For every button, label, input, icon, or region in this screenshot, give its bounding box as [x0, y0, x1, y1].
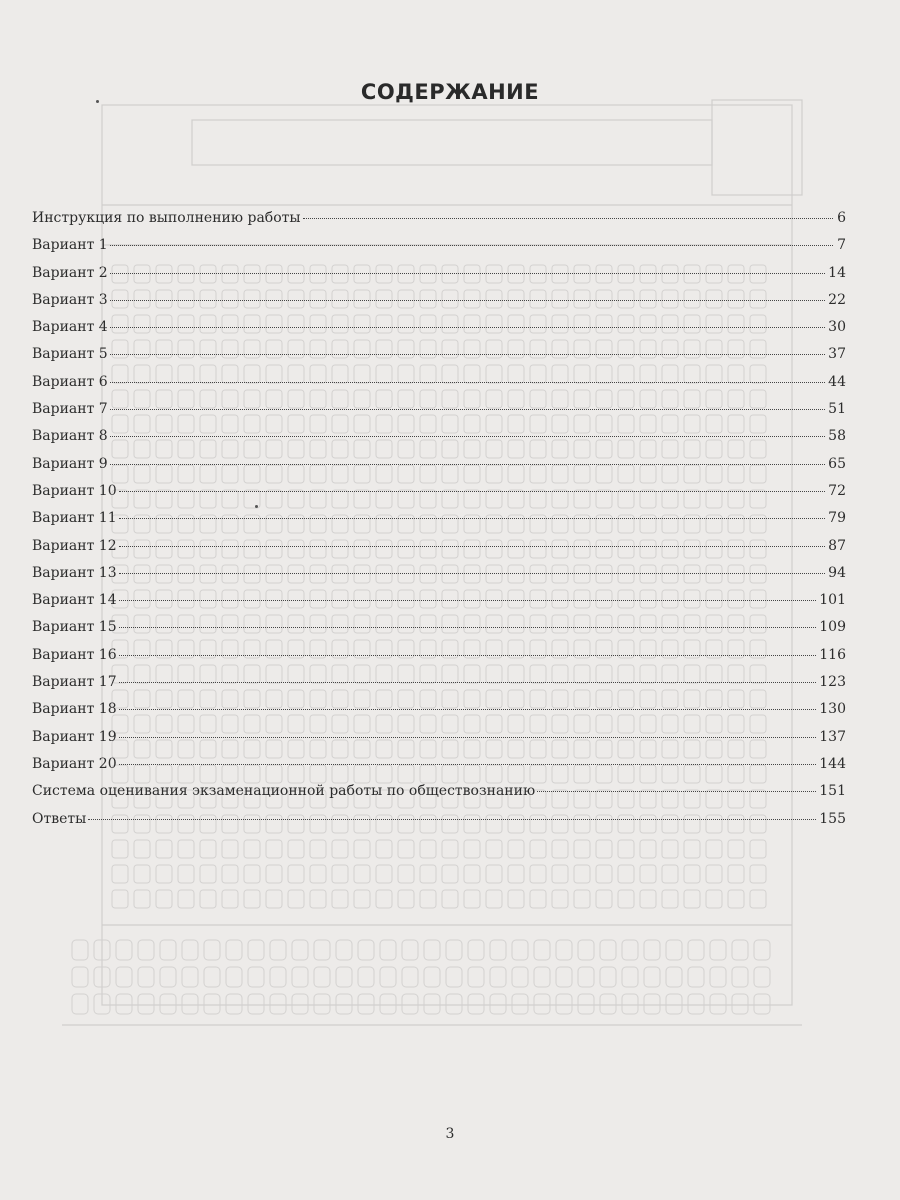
- toc-entry-label: Вариант 13: [32, 564, 117, 581]
- bleed-through-box: [552, 865, 568, 883]
- toc-dot-leader: [110, 273, 825, 274]
- bleed-through-box: [640, 865, 656, 883]
- bleed-through-box: [754, 940, 770, 960]
- bleed-through-box: [248, 967, 264, 987]
- bleed-through-box: [336, 940, 352, 960]
- bleed-through-box: [222, 840, 238, 858]
- bleed-through-box: [358, 967, 374, 987]
- bleed-through-box: [512, 940, 528, 960]
- toc-entry-page-number: 151: [819, 783, 846, 800]
- toc-entry-label: Вариант 16: [32, 646, 117, 663]
- bleed-through-box: [160, 994, 176, 1014]
- toc-entry: [32, 428, 846, 455]
- toc-entry-label: Вариант 10: [32, 482, 117, 499]
- toc-dot-leader: [119, 737, 817, 738]
- bleed-through-box: [732, 967, 748, 987]
- bleed-through-box: [732, 994, 748, 1014]
- toc-dot-leader: [119, 709, 817, 710]
- toc-entry-label: Вариант 9: [32, 455, 108, 472]
- bleed-through-box: [728, 890, 744, 908]
- toc-entry-label: Вариант 14: [32, 592, 117, 609]
- toc-entry-label: Вариант 6: [32, 373, 108, 390]
- bleed-through-box: [424, 967, 440, 987]
- bleed-through-box: [644, 940, 660, 960]
- bleed-through-box: [156, 865, 172, 883]
- toc-entry: [32, 210, 846, 237]
- bleed-through-box: [248, 940, 264, 960]
- bleed-through-box: [116, 994, 132, 1014]
- toc-dot-leader: [88, 819, 816, 820]
- toc-entry: [32, 592, 846, 619]
- toc-dot-leader: [110, 300, 825, 301]
- bleed-through-box: [464, 865, 480, 883]
- bleed-through-box: [424, 994, 440, 1014]
- toc-entry-label: Вариант 5: [32, 346, 108, 363]
- bleed-through-box: [688, 994, 704, 1014]
- toc-entry-page-number: 79: [828, 510, 846, 527]
- toc-entry-page-number: 58: [828, 428, 846, 445]
- toc-dot-leader: [119, 600, 817, 601]
- bleed-through-box: [556, 994, 572, 1014]
- bleed-through-box: [420, 865, 436, 883]
- bleed-through-box: [706, 865, 722, 883]
- bleed-through-box: [138, 940, 154, 960]
- bleed-through-box: [270, 994, 286, 1014]
- bleed-through-box: [600, 967, 616, 987]
- bleed-through-box: [728, 865, 744, 883]
- bleed-through-box: [358, 994, 374, 1014]
- bleed-through-box: [112, 865, 128, 883]
- toc-entry-page-number: 101: [819, 592, 846, 609]
- bleed-through-box: [640, 890, 656, 908]
- bleed-through-box: [116, 967, 132, 987]
- toc-entry-label: Вариант 19: [32, 728, 117, 745]
- bleed-through-box: [244, 865, 260, 883]
- bleed-through-box: [490, 994, 506, 1014]
- bleed-through-box: [156, 890, 172, 908]
- toc-entry-page-number: 22: [828, 291, 846, 308]
- toc-entry-label: Вариант 4: [32, 319, 108, 336]
- bleed-through-box: [336, 994, 352, 1014]
- bleed-through-box: [134, 840, 150, 858]
- bleed-through-box: [618, 840, 634, 858]
- toc-entry: [32, 374, 846, 401]
- bleed-through-box: [662, 890, 678, 908]
- bleed-through-box: [200, 840, 216, 858]
- toc-entry: [32, 619, 846, 646]
- speck-mark: [255, 505, 258, 508]
- bleed-through-box: [662, 840, 678, 858]
- toc-dot-leader: [303, 218, 833, 219]
- bleed-through-box: [644, 967, 660, 987]
- bleed-through-box: [490, 940, 506, 960]
- bleed-through-box: [684, 890, 700, 908]
- bleed-through-box: [424, 940, 440, 960]
- bleed-through-box: [578, 940, 594, 960]
- bleed-through-box: [288, 865, 304, 883]
- bleed-through-box: [530, 840, 546, 858]
- bleed-through-box: [622, 994, 638, 1014]
- bleed-through-box: [684, 865, 700, 883]
- toc-entry-page-number: 72: [828, 482, 846, 499]
- bleed-through-box: [178, 840, 194, 858]
- toc-entry-page-number: 30: [828, 319, 846, 336]
- toc-entry: [32, 510, 846, 537]
- bleed-through-box: [442, 865, 458, 883]
- toc-entry-label: Вариант 11: [32, 510, 117, 527]
- bleed-through-box: [754, 994, 770, 1014]
- bleed-through-box: [706, 890, 722, 908]
- toc-entry: [32, 346, 846, 373]
- toc-entry: [32, 783, 846, 810]
- bleed-through-box: [72, 967, 88, 987]
- bleed-through-box: [486, 840, 502, 858]
- bleed-through-box: [182, 994, 198, 1014]
- bleed-through-box: [270, 940, 286, 960]
- toc-dot-leader: [119, 546, 826, 547]
- bleed-through-box: [508, 840, 524, 858]
- bleed-through-box: [182, 967, 198, 987]
- bleed-through-box: [754, 967, 770, 987]
- toc-entry-label: Вариант 8: [32, 428, 108, 445]
- bleed-through-box: [310, 840, 326, 858]
- bleed-through-box: [402, 940, 418, 960]
- bleed-through-box: [266, 890, 282, 908]
- bleed-through-box: [446, 967, 462, 987]
- bleed-through-box: [204, 940, 220, 960]
- bleed-through-box: [402, 967, 418, 987]
- bleed-through-box: [508, 890, 524, 908]
- bleed-through-box: [644, 994, 660, 1014]
- bleed-through-box: [688, 940, 704, 960]
- toc-entry-label: Инструкция по выполнению работы: [32, 210, 301, 226]
- bleed-through-box: [750, 865, 766, 883]
- bleed-through-box: [556, 940, 572, 960]
- bleed-through-box: [534, 967, 550, 987]
- toc-entry-page-number: 123: [819, 674, 846, 691]
- toc-entry-label: Система оценивания экзаменационной работы по обществознанию: [32, 783, 536, 800]
- bleed-through-box: [710, 940, 726, 960]
- bleed-through-box: [336, 967, 352, 987]
- toc-entry-page-number: 65: [828, 455, 846, 472]
- toc-dot-leader: [110, 382, 825, 383]
- bleed-through-box: [160, 967, 176, 987]
- bleed-through-box: [464, 890, 480, 908]
- bleed-through-box: [244, 890, 260, 908]
- bleed-through-box: [222, 865, 238, 883]
- page-title: СОДЕРЖАНИЕ: [360, 80, 540, 104]
- bleed-through-box: [402, 994, 418, 1014]
- toc-entry-page-number: 155: [819, 810, 846, 827]
- toc-entry-label: Вариант 18: [32, 701, 117, 718]
- bleed-through-box: [332, 865, 348, 883]
- bleed-through-box: [596, 890, 612, 908]
- bleed-through-box: [72, 940, 88, 960]
- bleed-through-box: [732, 940, 748, 960]
- toc-dot-leader: [110, 409, 825, 410]
- bleed-through-box: [222, 890, 238, 908]
- toc-entry-label: Вариант 7: [32, 401, 108, 418]
- bleed-through-box: [464, 840, 480, 858]
- bleed-through-box: [138, 994, 154, 1014]
- toc-entry-page-number: 14: [828, 264, 846, 281]
- bleed-through-box: [156, 840, 172, 858]
- bleed-through-box: [314, 940, 330, 960]
- bleed-through-box: [728, 840, 744, 858]
- bleed-through-box: [226, 994, 242, 1014]
- toc-dot-leader: [119, 655, 817, 656]
- bleed-through-box: [112, 840, 128, 858]
- toc-entry: [32, 292, 846, 319]
- toc-entry-label: Вариант 20: [32, 755, 117, 772]
- bleed-through-box: [376, 865, 392, 883]
- bleed-through-box: [706, 840, 722, 858]
- bleed-through-box: [380, 967, 396, 987]
- bleed-through-box: [310, 865, 326, 883]
- bleed-through-box: [600, 994, 616, 1014]
- bleed-through-box: [204, 994, 220, 1014]
- toc-dot-leader: [119, 627, 817, 628]
- toc-entry-label: Ответы: [32, 810, 87, 827]
- bleed-through-box: [134, 865, 150, 883]
- bleed-through-box: [534, 940, 550, 960]
- toc-dot-leader: [119, 682, 817, 683]
- toc-entry: [32, 565, 846, 592]
- bleed-through-box: [688, 967, 704, 987]
- toc-dot-leader: [119, 491, 826, 492]
- toc-entry-page-number: 130: [819, 701, 846, 718]
- toc-dot-leader: [119, 573, 826, 574]
- bleed-through-box: [358, 940, 374, 960]
- toc-entry-page-number: 44: [828, 373, 846, 390]
- toc-entry: [32, 729, 846, 756]
- bleed-through-box: [574, 840, 590, 858]
- bleed-through-box: [178, 890, 194, 908]
- bleed-through-box: [490, 967, 506, 987]
- bleed-through-box: [420, 890, 436, 908]
- toc-entry-page-number: 87: [828, 537, 846, 554]
- bleed-through-box: [666, 967, 682, 987]
- bleed-through-box: [442, 840, 458, 858]
- toc-entry: [32, 811, 846, 838]
- bleed-through-box: [292, 994, 308, 1014]
- bleed-through-box: [200, 890, 216, 908]
- bleed-through-box: [600, 940, 616, 960]
- toc-entry: [32, 647, 846, 674]
- bleed-through-box: [116, 940, 132, 960]
- bleed-through-box: [618, 890, 634, 908]
- toc-entry: [32, 265, 846, 292]
- bleed-through-box: [578, 994, 594, 1014]
- toc-dot-leader: [119, 518, 826, 519]
- bleed-through-box: [596, 840, 612, 858]
- bleed-through-box: [750, 890, 766, 908]
- bleed-through-box: [160, 940, 176, 960]
- toc-dot-leader: [110, 436, 825, 437]
- bleed-through-box: [710, 967, 726, 987]
- bleed-through-box: [662, 865, 678, 883]
- toc-entry: [32, 756, 846, 783]
- toc-entry-page-number: 51: [828, 401, 846, 418]
- bleed-through-box: [112, 890, 128, 908]
- bleed-through-box: [248, 994, 264, 1014]
- toc-entry-page-number: 109: [819, 619, 846, 636]
- bleed-through-box: [578, 967, 594, 987]
- bleed-through-box: [204, 967, 220, 987]
- bleed-through-box: [486, 890, 502, 908]
- bleed-through-box: [266, 840, 282, 858]
- toc-entry: [32, 701, 846, 728]
- bleed-through-box: [512, 967, 528, 987]
- bleed-through-box: [138, 967, 154, 987]
- toc-entry-page-number: 7: [837, 237, 846, 254]
- bleed-through-box: [314, 967, 330, 987]
- bleed-through-box: [354, 890, 370, 908]
- bleed-through-box: [750, 840, 766, 858]
- bleed-through-box: [266, 865, 282, 883]
- toc-entry-page-number: 144: [819, 755, 846, 772]
- bleed-through-box: [226, 967, 242, 987]
- toc-dot-leader: [537, 791, 816, 792]
- toc-entry-label: Вариант 15: [32, 619, 117, 636]
- bleed-through-box: [446, 940, 462, 960]
- bleed-through-box: [556, 967, 572, 987]
- bleed-through-box: [446, 994, 462, 1014]
- bleed-through-box: [574, 865, 590, 883]
- bleed-through-box: [710, 994, 726, 1014]
- bleed-through-box: [468, 994, 484, 1014]
- bleed-through-box: [420, 840, 436, 858]
- toc-entry-label: Вариант 3: [32, 291, 108, 308]
- toc-entry: [32, 538, 846, 565]
- bleed-through-box: [618, 865, 634, 883]
- toc-entry-page-number: 137: [819, 728, 846, 745]
- bleed-through-box: [552, 840, 568, 858]
- toc-dot-leader: [110, 464, 825, 465]
- bleed-through-box: [486, 865, 502, 883]
- bleed-through-box: [398, 890, 414, 908]
- bleed-through-box: [398, 840, 414, 858]
- bleed-through-box: [534, 994, 550, 1014]
- toc-entry-page-number: 37: [828, 346, 846, 363]
- toc-dot-leader: [110, 354, 825, 355]
- bleed-through-box: [354, 840, 370, 858]
- table-of-contents: [32, 210, 846, 838]
- bleed-through-box: [380, 940, 396, 960]
- bleed-through-box: [200, 865, 216, 883]
- bleed-through-box: [684, 840, 700, 858]
- bleed-through-box: [622, 940, 638, 960]
- bleed-through-box: [292, 940, 308, 960]
- bleed-through-box: [376, 890, 392, 908]
- toc-entry: [32, 483, 846, 510]
- bleed-through-box: [468, 967, 484, 987]
- bleed-through-box: [182, 940, 198, 960]
- bleed-through-box: [134, 890, 150, 908]
- bleed-through-box: [398, 865, 414, 883]
- bleed-through-box: [226, 940, 242, 960]
- bleed-through-box: [310, 890, 326, 908]
- toc-entry: [32, 674, 846, 701]
- toc-entry-label: Вариант 12: [32, 537, 117, 554]
- bleed-through-box: [468, 940, 484, 960]
- toc-entry-label: Вариант 1: [32, 237, 108, 254]
- toc-entry: [32, 456, 846, 483]
- bleed-through-box: [288, 890, 304, 908]
- bleed-through-box: [178, 865, 194, 883]
- toc-entry: [32, 319, 846, 346]
- toc-dot-leader: [119, 764, 817, 765]
- bleed-through-box: [666, 994, 682, 1014]
- bleed-through-box: [552, 890, 568, 908]
- bleed-through-box: [292, 967, 308, 987]
- toc-entry-label: Вариант 17: [32, 674, 117, 691]
- bleed-through-box: [442, 890, 458, 908]
- bleed-through-box: [596, 865, 612, 883]
- bleed-through-box: [530, 890, 546, 908]
- toc-entry-page-number: 116: [819, 646, 846, 663]
- speck-mark: [96, 100, 99, 103]
- bleed-through-box: [72, 994, 88, 1014]
- bleed-through-box: [376, 840, 392, 858]
- toc-entry: [32, 401, 846, 428]
- bleed-through-box: [244, 840, 260, 858]
- toc-entry-label: Вариант 2: [32, 264, 108, 281]
- toc-entry-page-number: 6: [837, 210, 846, 226]
- bleed-through-box: [530, 865, 546, 883]
- bleed-through-box: [666, 940, 682, 960]
- toc-dot-leader: [110, 327, 825, 328]
- toc-dot-leader: [110, 245, 833, 246]
- bleed-through-box: [314, 994, 330, 1014]
- bleed-through-box: [270, 967, 286, 987]
- bleed-through-box: [508, 865, 524, 883]
- toc-entry: [32, 237, 846, 264]
- bleed-through-box: [288, 840, 304, 858]
- bleed-through-box: [640, 840, 656, 858]
- bleed-through-box: [512, 994, 528, 1014]
- bleed-through-box: [574, 890, 590, 908]
- bleed-through-box: [332, 840, 348, 858]
- page-number: 3: [445, 1126, 455, 1142]
- bleed-through-box: [354, 865, 370, 883]
- bleed-through-box: [332, 890, 348, 908]
- bleed-through-box: [380, 994, 396, 1014]
- toc-entry-page-number: 94: [828, 564, 846, 581]
- bleed-through-box: [622, 967, 638, 987]
